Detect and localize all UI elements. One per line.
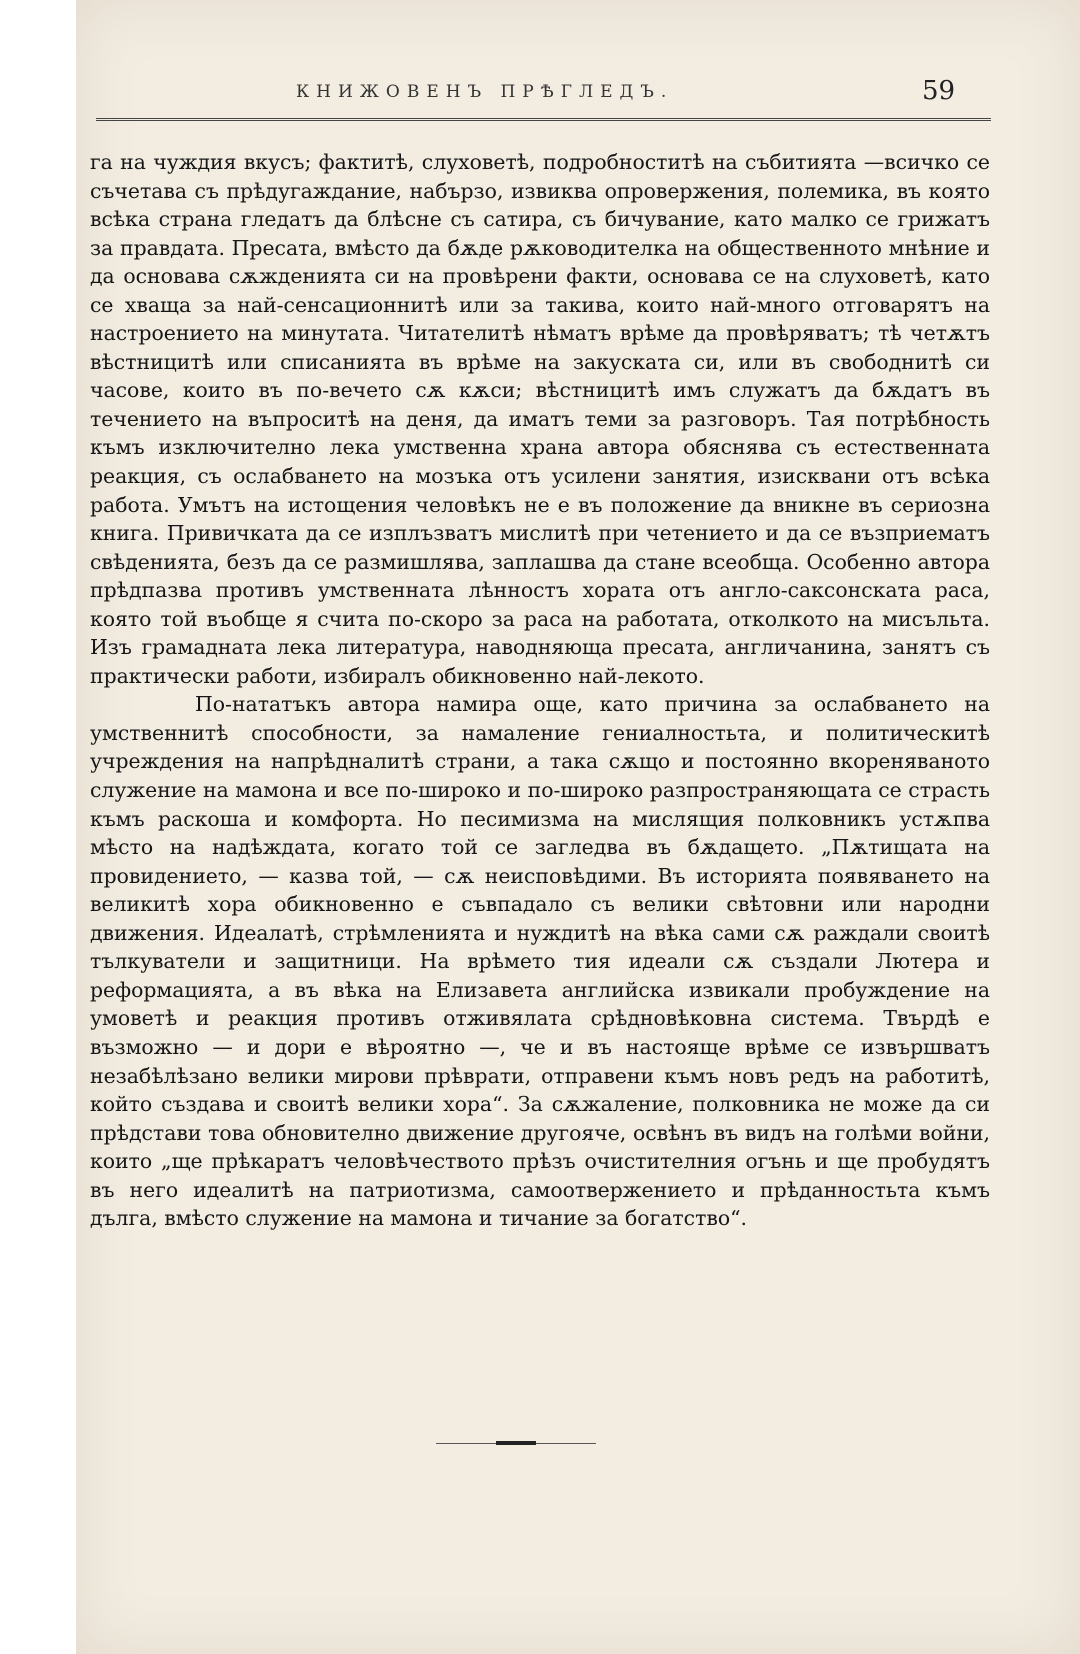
section-end-ornament xyxy=(436,1443,596,1444)
article-body xyxy=(90,148,990,1233)
header-rule xyxy=(96,118,991,121)
paragraph-1: га на чуждия вкусъ; фактитѣ, слуховетѣ, подробноститѣ на събитията —всичко се съчетава съ прѣдугаждание, набързо, извиква опровержения, полемика, въ която всѣка страна гледатъ да блѣснe съ сатира, съ бичувание, като малко се грижатъ за правдата. Пресата, вмѣсто да бѫде рѫководителка на общественното мнѣние и да основава сѫжденията си на провѣрени факти, основава се на слуховетѣ, като се хваща за най-сенсационнитѣ или за такива, които най-много отговарятъ на настроението на минутата. Читателитѣ нѣматъ врѣме да провѣряватъ; тѣ четѫтъ вѣстницитѣ или списанията въ врѣме на закуската си, или въ свободнитѣ си часове, които въ по-вечето сѫ кѫси; вѣстницитѣ имъ служатъ да бѫдатъ въ течението на въпроситѣ на деня, да иматъ теми за разговоръ. Тая потрѣбность къмъ изключително лека умственна храна автора обяснява съ естественната реакция, съ ослабването на мозъка отъ усилени занятия, изисквани отъ всѣка работа. Умътъ на истощения человѣкъ не е въ положение да вникне въ сериозна книга. Привичката да се изплъзватъ мислитѣ при четението и да се възприематъ свѣденията, безъ да се размишлява, заплашва да стане всеобща. Особенно автора прѣдпазва противъ умственната лѣнностъ хората отъ англо-саксонската раса, която той въобще я счита по-скоро за раса на работата, отколкото на мисъльта. Изъ грамадната лека литература, наводняюща пресата, англичанина, занятъ съ практически работи, избиралъ обикновенно най-лекото. xyxy=(90,150,990,688)
book-page xyxy=(76,0,1080,1654)
running-title: КНИЖОВЕНЪ ПРѢГЛЕДЪ. xyxy=(296,82,674,102)
page-number: 59 xyxy=(922,76,956,106)
paragraph-2: По-нататъкъ автора намира още, като причина за ослабването на умственнитѣ способности, за намаление гениалностьта, и политическитѣ учреждения на напрѣдналитѣ страни, а така сѫщо и постоянно вкоренявaното служение на мамона и все по-широко и по-широко разпространяющата се страсть къмъ раскоша и комфорта. Но песимизма на мислящия полковникъ устѫпва мѣсто на надѣждата, когато той се загледва въ бѫдащето. „Пѫтищата на провидението, — казва той, — сѫ неисповѣдими. Въ историята появяването на великитѣ хора обикновенно е съвпадало съ велики свѣтовни или народни движения. Идеалатѣ, стрѣмленията и нуждитѣ на вѣка сами сѫ раждали своитѣ тълкуватели и защитници. На врѣмето тия идеали сѫ създали Лютера и реформацията, а въ вѣка на Елизавета английска извикали пробуждение на умоветѣ и реакция противъ отживялата срѣдновѣковна система. Твърдѣ е възможно — и дори е вѣроятно —, че и въ настояще врѣме се извършватъ незабѣлѣзано велики мирови прѣврати, отправени къмъ новъ редъ на работитѣ, който създава и своитѣ велики хора“. За сѫжаление, полковника не може да си прѣдстави това обновително движение другояче, освѣнъ въ видъ на голѣми войни, които „ще прѣкаратъ человѣчеството прѣзъ очистителния огънь и ще пробудятъ въ него идеалитѣ на патриотизма, самоотвержението и прѣданностьта къмъ дълга, вмѣсто служение на мамона и тичание за богатство“. xyxy=(90,692,990,1231)
